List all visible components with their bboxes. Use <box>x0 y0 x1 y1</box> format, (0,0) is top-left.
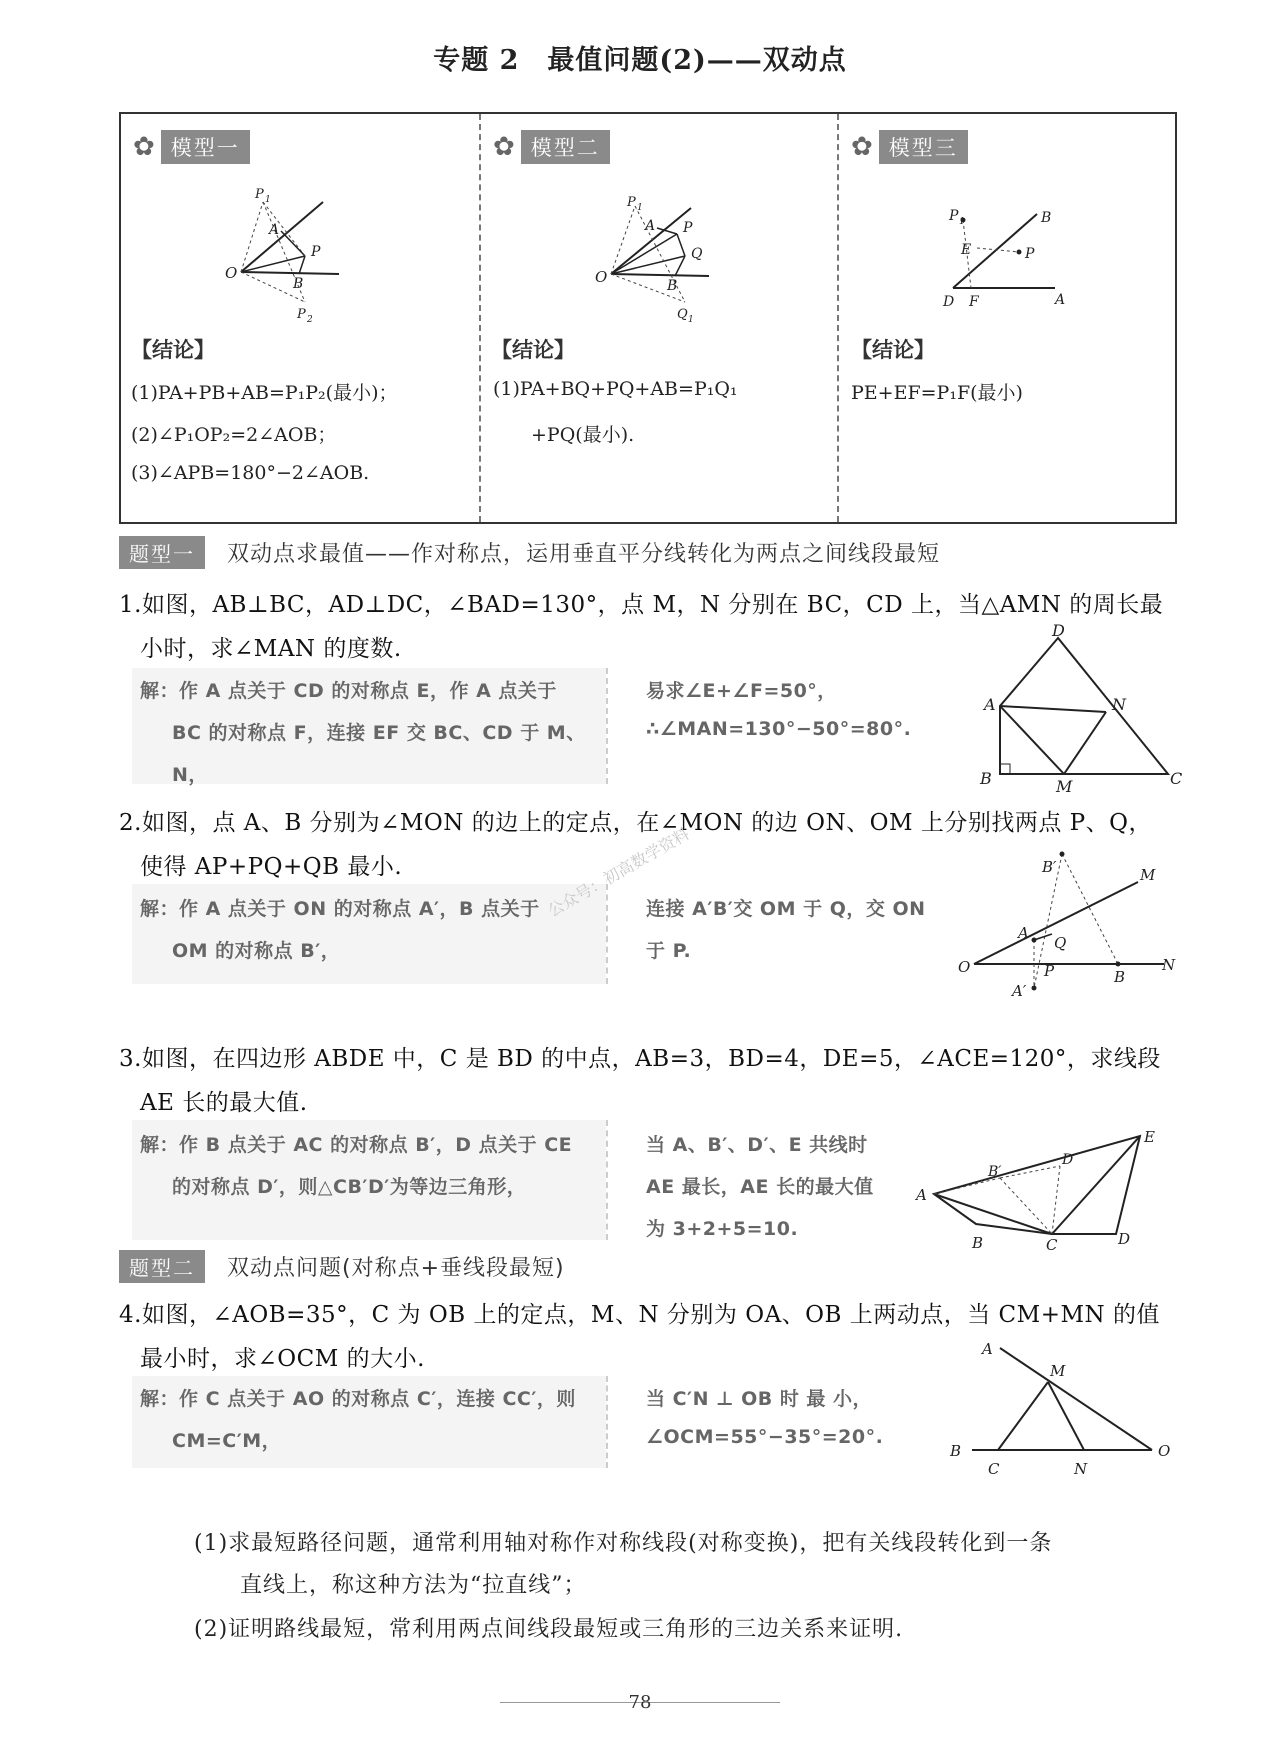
svg-text:A: A <box>916 1186 927 1204</box>
svg-text:O: O <box>958 958 971 976</box>
solution-2-left: 解：作 A 点关于 ON 的对称点 A′，B 点关于 <box>140 898 540 920</box>
summary-line: (2)证明路线最短，常利用两点间线段最短或三角形的三边关系来证明. <box>194 1617 904 1642</box>
svg-text:P: P <box>1025 246 1035 262</box>
svg-text:D: D <box>1118 1230 1131 1248</box>
solution-1-right: 易求∠E+∠F=50°， <box>646 680 837 702</box>
solution-4-right: 当 C′N ⊥ OB 时 最 小， <box>646 1388 873 1410</box>
svg-text:1: 1 <box>688 315 694 325</box>
model-2-conclusion: +PQ(最小). <box>531 424 635 446</box>
flower-icon: ✿ <box>851 132 873 162</box>
svg-text:E: E <box>1144 1128 1155 1146</box>
svg-text:B: B <box>972 1234 984 1252</box>
model-3-conclusion-head: 【结论】 <box>851 338 935 362</box>
problem-1-text: 小时，求∠MAN 的度数. <box>140 636 402 662</box>
solution-3-right: AE 最长，AE 长的最大值 <box>646 1176 874 1198</box>
solution-2-right: 连接 A′B′交 OM 于 Q，交 ON <box>646 898 926 920</box>
svg-text:1: 1 <box>637 203 643 213</box>
svg-text:A: A <box>1055 292 1066 308</box>
model-1-tag <box>133 130 250 164</box>
problem-3-text: AE 长的最大值. <box>140 1090 308 1116</box>
svg-text:B′: B′ <box>1042 858 1057 876</box>
model-3-label: 模型三 <box>879 130 968 164</box>
model-1-diagram <box>221 184 361 324</box>
svg-text:O: O <box>225 264 238 282</box>
summary-line: (1)求最短路径问题，通常利用轴对称作对称线段(对称变换)，把有关线段转化到一条 <box>194 1531 1053 1556</box>
svg-text:C: C <box>988 1460 1000 1478</box>
type-1-tag: 题型一 <box>119 536 205 569</box>
page-title: 专题 2 最值问题(2)——双动点 <box>433 45 847 76</box>
svg-text:F: F <box>969 294 979 310</box>
solution-1-left: BC 的对称点 F，连接 EF 交 BC、CD 于 M、 <box>172 722 586 744</box>
divider <box>837 114 839 522</box>
svg-text:O: O <box>595 268 608 286</box>
divider <box>606 1376 608 1468</box>
problem-2-text: 2.如图，点 A、B 分别为∠MON 的边上的定点，在∠MON 的边 ON、OM 上分别找两点 P、Q， <box>119 810 1152 836</box>
model-2-conclusion-head: 【结论】 <box>491 338 575 362</box>
model-1-label: 模型一 <box>161 130 250 164</box>
svg-text:B: B <box>1114 968 1126 986</box>
svg-text:M: M <box>1056 777 1073 796</box>
svg-text:C: C <box>1170 769 1183 788</box>
svg-text:E: E <box>961 242 972 258</box>
svg-text:C: C <box>1046 1236 1058 1254</box>
solution-1-left: N， <box>172 764 208 786</box>
solution-3-left: 的对称点 D′，则△CB′D′为等边三角形， <box>172 1176 527 1198</box>
model-3-tag <box>851 130 968 164</box>
problem-4-diagram <box>946 1336 1176 1486</box>
problem-1-diagram <box>970 621 1183 796</box>
svg-text:P: P <box>949 208 959 224</box>
model-1-conclusion: (2)∠P₁OP₂=2∠AOB； <box>131 424 337 446</box>
svg-text:D: D <box>943 294 955 310</box>
svg-text:A: A <box>982 1340 993 1358</box>
svg-text:P: P <box>311 244 321 260</box>
svg-text:1: 1 <box>959 217 965 227</box>
solution-3-right: 为 3+2+5=10. <box>646 1218 799 1240</box>
model-2-label: 模型二 <box>521 130 610 164</box>
divider <box>606 884 608 984</box>
solution-1-left: 解：作 A 点关于 CD 的对称点 E，作 A 点关于 <box>140 680 557 702</box>
solution-2-right: 于 P. <box>646 940 692 962</box>
type-1-title: 双动点求最值——作对称点，运用垂直平分线转化为两点之间线段最短 <box>227 542 941 567</box>
watermark: 公众号：初高数学资料 <box>544 824 693 921</box>
type-1-header <box>119 536 940 569</box>
svg-text:P: P <box>627 195 636 210</box>
divider <box>606 1120 608 1240</box>
solution-3-left: 解：作 B 点关于 AC 的对称点 B′，D 点关于 CE <box>140 1134 573 1156</box>
svg-text:P: P <box>1044 962 1055 980</box>
svg-text:A: A <box>645 218 656 234</box>
model-3-conclusion: PE+EF=P₁F(最小) <box>851 382 1023 404</box>
problem-2-text: 使得 AP+PQ+QB 最小. <box>140 854 403 880</box>
svg-text:B: B <box>1041 210 1052 226</box>
divider <box>606 668 608 784</box>
models-box <box>119 112 1177 524</box>
page-number: 78 <box>628 1692 652 1713</box>
svg-text:Q: Q <box>691 246 703 262</box>
svg-text:D′: D′ <box>1062 1152 1077 1168</box>
svg-text:Q: Q <box>677 307 688 322</box>
svg-text:A: A <box>984 695 996 714</box>
svg-text:A′: A′ <box>1012 982 1027 1000</box>
model-1-conclusion: (3)∠APB=180°−2∠AOB. <box>131 462 370 484</box>
solution-4-left: 解：作 C 点关于 AO 的对称点 C′，连接 CC′，则 <box>140 1388 576 1410</box>
svg-text:P: P <box>255 187 264 202</box>
model-2-tag <box>493 130 610 164</box>
solution-4-right: ∠OCM=55°−35°=20°. <box>646 1426 884 1448</box>
model-1-conclusion: (1)PA+PB+AB=P₁P₂(最小)； <box>131 382 398 404</box>
problem-4-text: 最小时，求∠OCM 的大小. <box>140 1346 425 1372</box>
svg-text:B: B <box>980 769 992 788</box>
problem-2-diagram <box>958 842 1180 1002</box>
problem-3-text: 3.如图，在四边形 ABDE 中，C 是 BD 的中点，AB=3，BD=4，DE=5，∠ACE=120°，求线段 <box>119 1046 1161 1072</box>
type-2-header <box>119 1250 565 1283</box>
svg-text:B: B <box>950 1442 962 1460</box>
svg-text:N: N <box>1112 695 1126 714</box>
svg-text:N: N <box>1162 956 1176 974</box>
svg-text:A: A <box>1018 924 1029 942</box>
solution-4-left: CM=C′M， <box>172 1430 282 1452</box>
problem-1-text: 1.如图，AB⊥BC，AD⊥DC，∠BAD=130°，点 M，N 分别在 BC，CD 上，当△AMN 的周长最 <box>119 592 1164 618</box>
svg-text:B: B <box>667 278 678 294</box>
type-2-title: 双动点问题(对称点+垂线段最短) <box>227 1256 565 1281</box>
svg-text:D: D <box>1052 621 1065 640</box>
svg-text:Q: Q <box>1054 934 1067 952</box>
solution-2-left: OM 的对称点 B′， <box>172 940 341 962</box>
solution-3-right: 当 A、B′、D′、E 共线时 <box>646 1134 868 1156</box>
flower-icon: ✿ <box>493 132 515 162</box>
type-2-tag: 题型二 <box>119 1250 205 1283</box>
svg-text:1: 1 <box>265 195 271 205</box>
model-3-diagram <box>933 206 1073 316</box>
svg-text:O: O <box>1158 1442 1171 1460</box>
solution-1-right: ∴∠MAN=130°−50°=80°. <box>646 718 912 740</box>
divider <box>479 114 481 522</box>
svg-text:P: P <box>297 307 306 322</box>
svg-text:B: B <box>293 276 304 292</box>
summary-line: 直线上，称这种方法为“拉直线”； <box>240 1573 587 1598</box>
problem-4-text: 4.如图，∠AOB=35°，C 为 OB 上的定点，M、N 分别为 OA、OB 上两动点，当 CM+MN 的值 <box>119 1302 1160 1328</box>
problem-3-diagram <box>912 1124 1182 1254</box>
model-2-diagram <box>591 194 731 324</box>
svg-text:M: M <box>1140 866 1156 884</box>
svg-text:2: 2 <box>307 315 313 325</box>
svg-text:A: A <box>269 222 280 238</box>
svg-text:P: P <box>683 220 693 236</box>
svg-text:B′: B′ <box>988 1164 1002 1180</box>
svg-text:M: M <box>1050 1362 1066 1380</box>
model-1-conclusion-head: 【结论】 <box>131 338 215 362</box>
svg-text:N: N <box>1074 1460 1088 1478</box>
flower-icon: ✿ <box>133 132 155 162</box>
model-2-conclusion: (1)PA+BQ+PQ+AB=P₁Q₁ <box>493 378 738 400</box>
